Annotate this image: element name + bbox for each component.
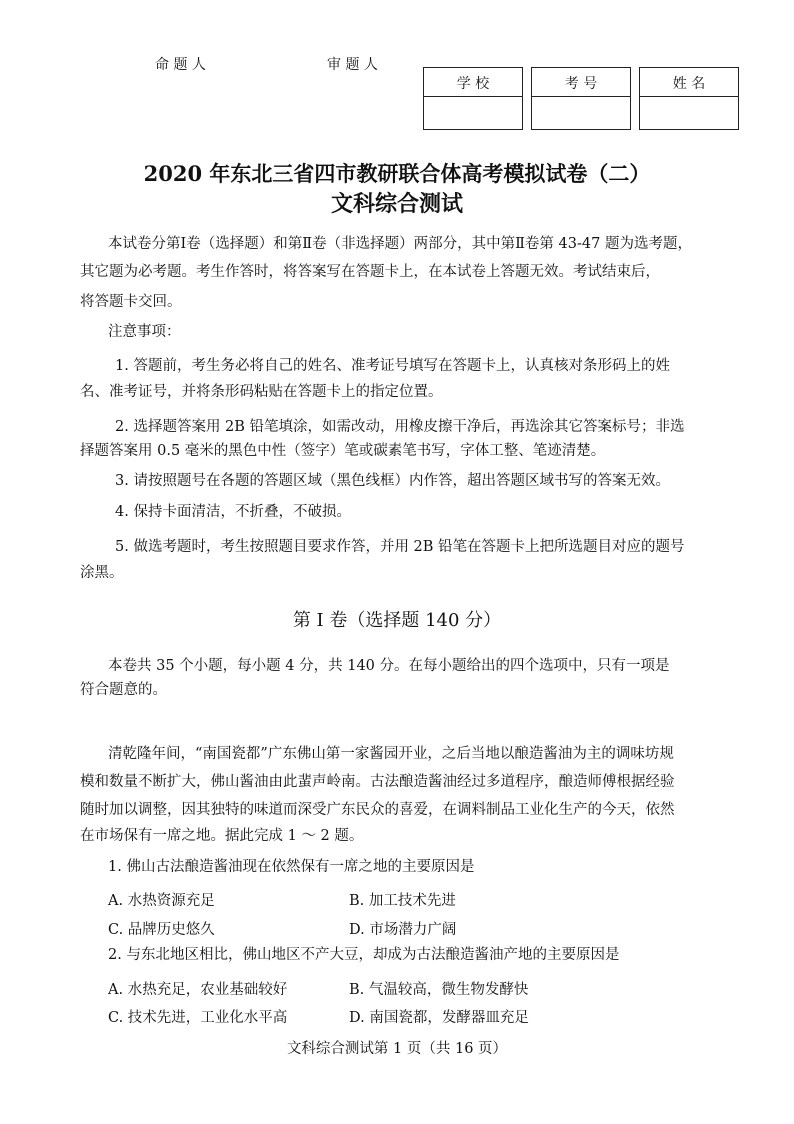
note-item: 3. 请按照题号在各题的答题区域（黑色线框）内作答，超出答题区域书写的答案无效。 [115, 473, 670, 489]
exam-subtitle: 文科综合测试 [330, 191, 463, 217]
passage-line: 随时加以调整，因其独特的味道而深受广东民众的喜爱，在调料制品工业化生产的今天，依然 [80, 802, 675, 818]
option-b: B. 气温较高，微生物发酵快 [349, 982, 529, 998]
option-a: A. 水热资源充足 [108, 893, 215, 909]
option-d: D. 市场潜力广阔 [349, 922, 457, 938]
exam-number-box-label: 考 号 [564, 76, 598, 92]
passage-line: 在市场保有一席之地。据此完成 1 ～ 2 题。 [80, 828, 364, 844]
exam-number-box [531, 67, 631, 130]
notes-title: 注意事项： [108, 324, 181, 340]
school-box-label: 学 校 [456, 76, 490, 92]
section-title: 第 I 卷（选择题 140 分） [292, 610, 502, 631]
note-item: 5. 做选考题时，考生按照题目要求作答，并用 2B 铅笔在答题卡上把所选题目对应的题号 [115, 539, 685, 555]
intro-line: 其它题为必考题。考生作答时，将答案写在答题卡上，在本试卷上答题无效。考试结束后， [80, 264, 660, 280]
option-c: C. 技术先进，工业化水平高 [108, 1010, 288, 1026]
option-a: A. 水热充足，农业基础较好 [108, 982, 288, 998]
passage-line: 清乾隆年间，“南国瓷都”广东佛山第一家酱园开业，之后当地以酿造酱油为主的调味坊规 [108, 746, 674, 762]
note-item: 2. 选择题答案用 2B 铅笔填涂，如需改动，用橡皮擦干净后，再选涂其它答案标号；非选 [115, 419, 685, 435]
note-item-cont: 名、准考证号，并将条形码粘贴在答题卡上的指定位置。 [80, 384, 443, 400]
option-c: C. 品牌历史悠久 [108, 922, 215, 938]
exam-title: 2020 年东北三省四市教研联合体高考模拟试卷（二） [143, 161, 651, 186]
passage-line: 模和数量不断扩大，佛山酱油由此蜚声岭南。古法酿造酱油经过多道程序，酿造师傅根据经验 [80, 774, 675, 790]
school-box [423, 67, 523, 130]
note-item-cont: 涂黑。 [80, 565, 124, 581]
question-stem: 2. 与东北地区相比，佛山地区不产大豆，却成为古法酿造酱油产地的主要原因是 [108, 947, 620, 963]
name-box-label: 姓 名 [672, 76, 706, 92]
question-stem: 1. 佛山古法酿造酱油现在依然保有一席之地的主要原因是 [108, 859, 475, 875]
option-d: D. 南国瓷都，发酵器皿充足 [349, 1010, 529, 1026]
note-item-cont: 择题答案用 0.5 毫米的黑色中性（签字）笔或碳素笔书写，字体工整、笔迹清楚。 [80, 443, 606, 459]
reviewer-label: 审 题 人 [327, 57, 378, 73]
section-desc: 本卷共 35 个小题，每小题 4 分，共 140 分。在每小题给出的四个选项中，只有一项是 [108, 658, 670, 674]
note-item: 1. 答题前，考生务必将自己的姓名、准考证号填写在答题卡上，认真核对条形码上的姓 [115, 358, 670, 374]
page-footer: 文科综合测试第 1 页（共 16 页） [286, 1041, 508, 1057]
name-box [639, 67, 739, 130]
note-item: 4. 保持卡面清洁，不折叠，不破损。 [115, 504, 351, 520]
intro-line: 本试卷分第Ⅰ卷（选择题）和第Ⅱ卷（非选择题）两部分，其中第Ⅱ卷第 43-47 题为选考题， [108, 236, 692, 252]
option-b: B. 加工技术先进 [349, 893, 456, 909]
section-desc: 符合题意的。 [80, 682, 167, 698]
intro-line: 将答题卡交回。 [80, 294, 182, 310]
author-label: 命 题 人 [155, 57, 206, 73]
